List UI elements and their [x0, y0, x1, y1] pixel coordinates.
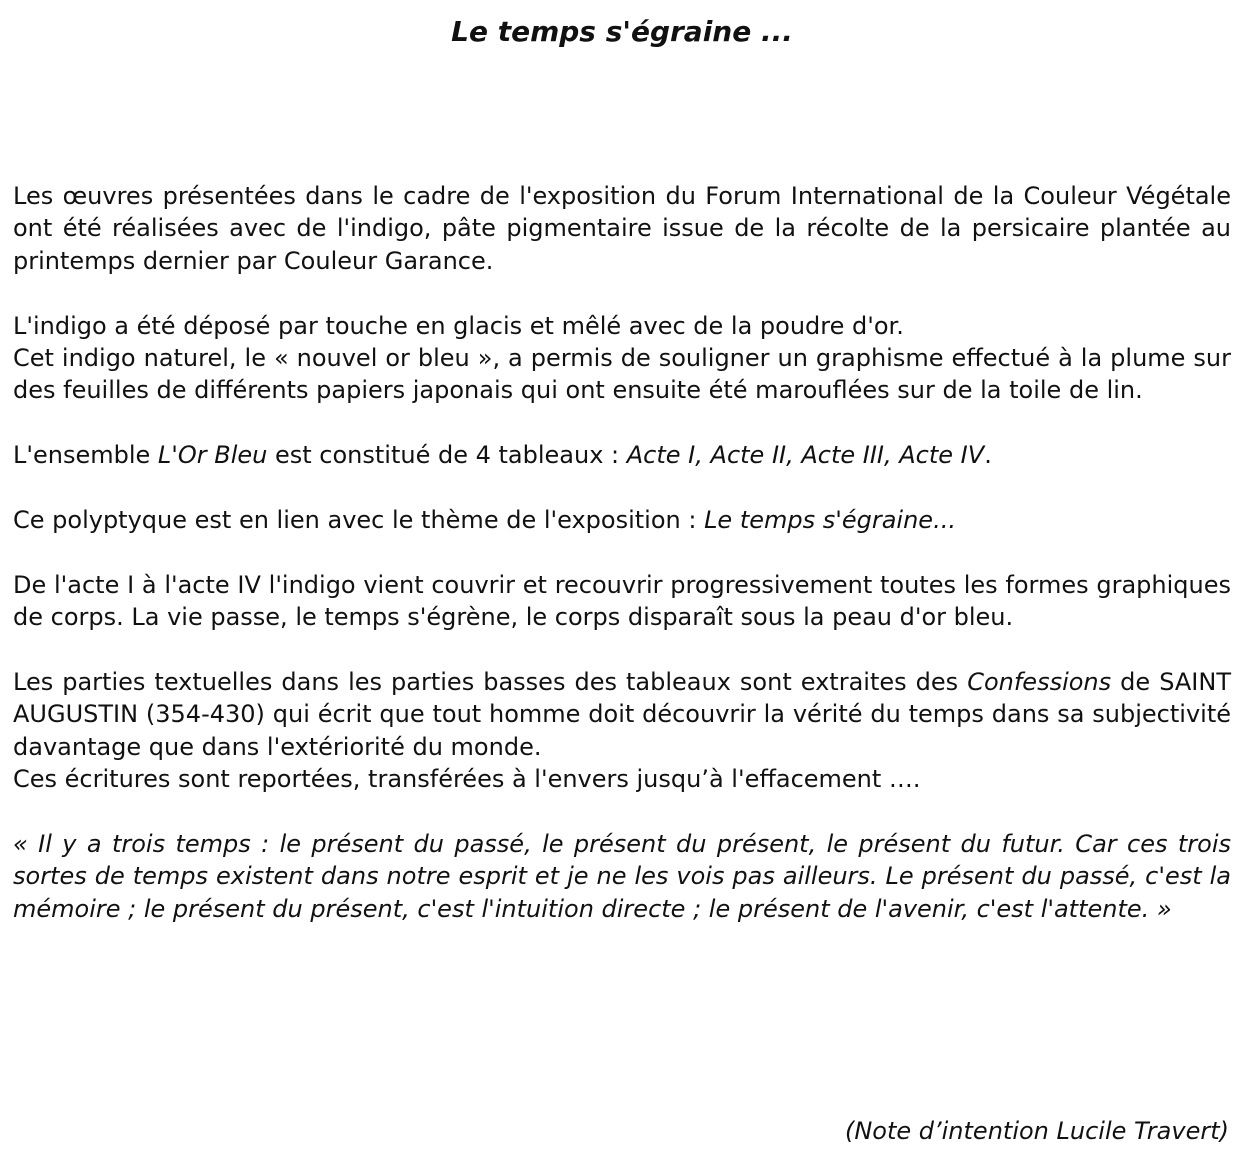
confessions-title: Confessions — [967, 668, 1112, 697]
page-title: Le temps s'égraine ... — [451, 15, 793, 48]
paragraph-writings-transfer: Ces écritures sont reportées, transférées à l'envers jusqu’à l'effacement …. — [13, 765, 921, 794]
signature-note: (Note d’intention Lucile Travert) — [844, 1117, 1229, 1145]
ensemble-text-middle: est constitué de 4 tableaux : — [267, 441, 627, 470]
polyptych-text: Ce polyptyque est en lien avec le thème de l'exposition : — [13, 506, 705, 535]
exhibition-theme: Le temps s'égraine... — [704, 506, 956, 535]
augustine-quote: « Il y a trois temps : le présent du passé, le présent du présent, le présent du futur. Car ces trois sortes de temps existent dans notre esprit et je ne les vois pas ailleurs. Le présent du passé, c'est la mémoire ; le présent du présent, c'est l'intuition directe ; le présent de l'avenir, c'est l'attente. » — [13, 830, 1231, 923]
paragraph-exhibition: Les œuvres présentées dans le cadre de l'exposition du Forum International de la Couleur Végétale ont été réalisées avec de l'indigo, pâte pigmentaire issue de la récolte de la persicaire plantée au printemps dernier par Couleur Garance. — [13, 182, 1231, 275]
paragraph-textual-parts — [13, 666, 1231, 763]
ensemble-text-start: L'ensemble — [13, 441, 158, 470]
document-page — [13, 0, 1231, 1157]
paragraph-polyptych — [13, 504, 1231, 536]
textual-parts-end: de SAINT AUGUSTIN (354-430) qui écrit que tout homme doit découvrir la vérité du temps dans sa subjectivité davantage que dans l'extériorité du monde. — [13, 668, 1231, 761]
document-body — [13, 180, 1231, 958]
textual-parts-start: Les parties textuelles dans les parties basses des tableaux sont extraites des — [13, 668, 968, 697]
acts-list: Acte I, Acte II, Acte III, Acte IV — [626, 441, 985, 470]
paragraph-indigo-graphism: Cet indigo naturel, le « nouvel or bleu », a permis de souligner un graphisme effectué à la plume sur des feuilles de différents papiers japonais qui ont ensuite été marouflées sur de la toile de lin. — [13, 344, 1231, 405]
paragraph-acts-progression: De l'acte I à l'acte IV l'indigo vient couvrir et recouvrir progressivement toutes les formes graphiques de corps. La vie passe, le temps s'égrène, le corps disparaît sous la peau d'or bleu. — [13, 570, 1231, 632]
ensemble-text-end: . — [984, 441, 992, 470]
paragraph-indigo-application: L'indigo a été déposé par touche en glacis et mêlé avec de la poudre d'or. — [13, 311, 904, 340]
paragraph-ensemble — [13, 439, 1231, 471]
artwork-title: L'Or Bleu — [157, 441, 268, 470]
